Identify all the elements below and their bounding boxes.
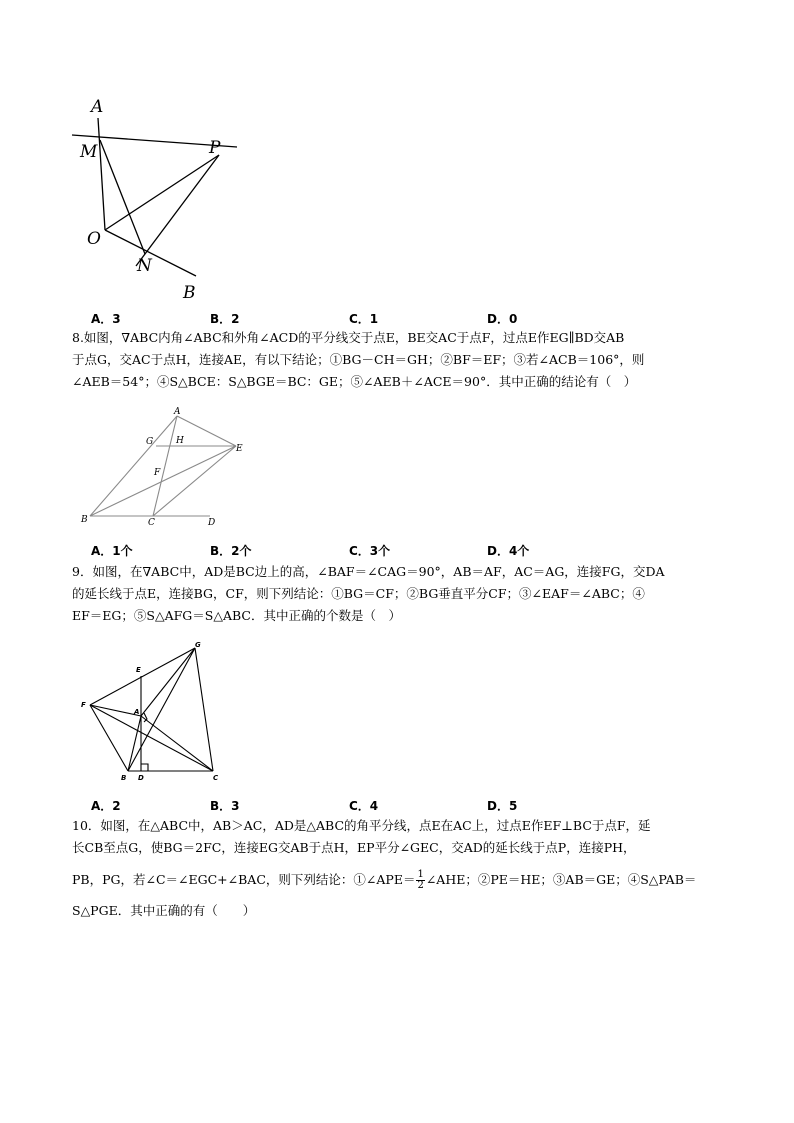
q9-option-d[interactable]: D．5: [487, 799, 518, 813]
q10-line-3-part-a: PB，PG，若∠C＝∠EGC+∠BAC，则下列结论：①∠APE＝: [72, 872, 416, 887]
q7-option-a[interactable]: A．3: [91, 312, 121, 326]
q8-label-d: D: [208, 518, 216, 528]
q9-segment-ga: [141, 648, 195, 716]
q9-label-d: D: [138, 774, 144, 782]
q9-option-a[interactable]: A．2: [91, 799, 121, 813]
q7-label-b: B: [183, 283, 196, 303]
q8-label-a: A: [174, 407, 181, 417]
q10-fraction-denominator: 2: [417, 880, 424, 891]
q8-option-d[interactable]: D．4个: [487, 544, 530, 558]
q9-options: [91, 797, 561, 815]
q10-fraction: [416, 870, 424, 891]
q8-label-b: B: [81, 515, 88, 525]
q8-label-e: E: [236, 444, 243, 454]
q9-text-line-2: 的延长线于点E，连接BG，CF，则下列结论：①BG＝CF；②BG垂直平分CF；③∠EAF＝∠ABC；④: [72, 586, 645, 601]
q10-text-line-4: S△PGE．其中正确的有（ ）: [72, 903, 256, 918]
q10-line-3-part-b: ∠AHE；②PE＝HE；③AB＝GE；④S△PAB＝: [425, 872, 697, 887]
q10-text-line-2: 长CB至点G，使BG＝2FC，连接EG交AB于点H，EP平分∠GEC，交AD的延长线于点P，连接PH，: [72, 840, 636, 855]
q9-text-line-3: EF＝EG；⑤S△AFG＝S△ABC．其中正确的个数是（ ）: [72, 608, 401, 623]
q10-text-line-3: [72, 870, 732, 891]
q7-label-n: N: [137, 256, 152, 276]
q9-right-angle-d: [141, 764, 148, 771]
q7-label-m: M: [80, 142, 98, 162]
q8-text-line-2: 于点G，交AC于点H，连接AE，有以下结论；①BG－CH＝GH；②BF＝EF；③若∠ACB＝106°，则: [72, 352, 645, 367]
q8-option-a[interactable]: A．1个: [91, 544, 133, 558]
q9-segment-gc: [195, 648, 213, 771]
q7-label-o: O: [87, 229, 101, 249]
q7-label-p: P: [209, 138, 221, 158]
q9-label-b: B: [121, 774, 127, 782]
q8-label-h: H: [176, 436, 184, 446]
q8-option-c[interactable]: C．3个: [349, 544, 391, 558]
q7-option-b[interactable]: B．2: [210, 312, 240, 326]
q9-option-c[interactable]: C．4: [349, 799, 379, 813]
q10-fraction-numerator: 1: [417, 869, 424, 880]
q9-label-e: E: [136, 666, 141, 674]
q9-segment-ab: [128, 716, 141, 771]
q8-option-b[interactable]: B．2个: [210, 544, 252, 558]
q7-option-c[interactable]: C．1: [349, 312, 379, 326]
q9-option-b[interactable]: B．3: [210, 799, 240, 813]
q7-option-d[interactable]: D．0: [487, 312, 518, 326]
q9-text-line-1: 9．如图，在∇ABC中，AD是BC边上的高，∠BAF＝∠CAG＝90°，AB＝AF，AC＝AG，连接FG，交DA: [72, 564, 665, 579]
q9-label-a: A: [134, 708, 140, 716]
q9-label-c: C: [213, 774, 219, 782]
q8-label-f: F: [154, 468, 161, 478]
q9-segment-ac: [141, 716, 213, 771]
q8-text-line-3: ∠AEB＝54°；④S△BCE：S△BGE＝BC：GE；⑤∠AEB＋∠ACE＝90°．其中正确的结论有（ ）: [72, 374, 637, 389]
q9-label-f: F: [81, 701, 86, 709]
q8-text-line-1: 8.如图，∇ABC内角∠ABC和外角∠ACD的平分线交于点E，BE交AC于点F，过点E作EG∥BD交AB: [72, 330, 625, 345]
q9-label-g: G: [195, 641, 201, 649]
q8-label-g: G: [146, 437, 154, 447]
q8-label-c: C: [148, 518, 155, 528]
q10-text-line-1: 10．如图，在△ABC中，AB＞AC，AD是△ABC的角平分线，点E在AC上，过点E作EF⊥BC于点F，延: [72, 818, 651, 833]
q7-label-a: A: [91, 97, 104, 117]
